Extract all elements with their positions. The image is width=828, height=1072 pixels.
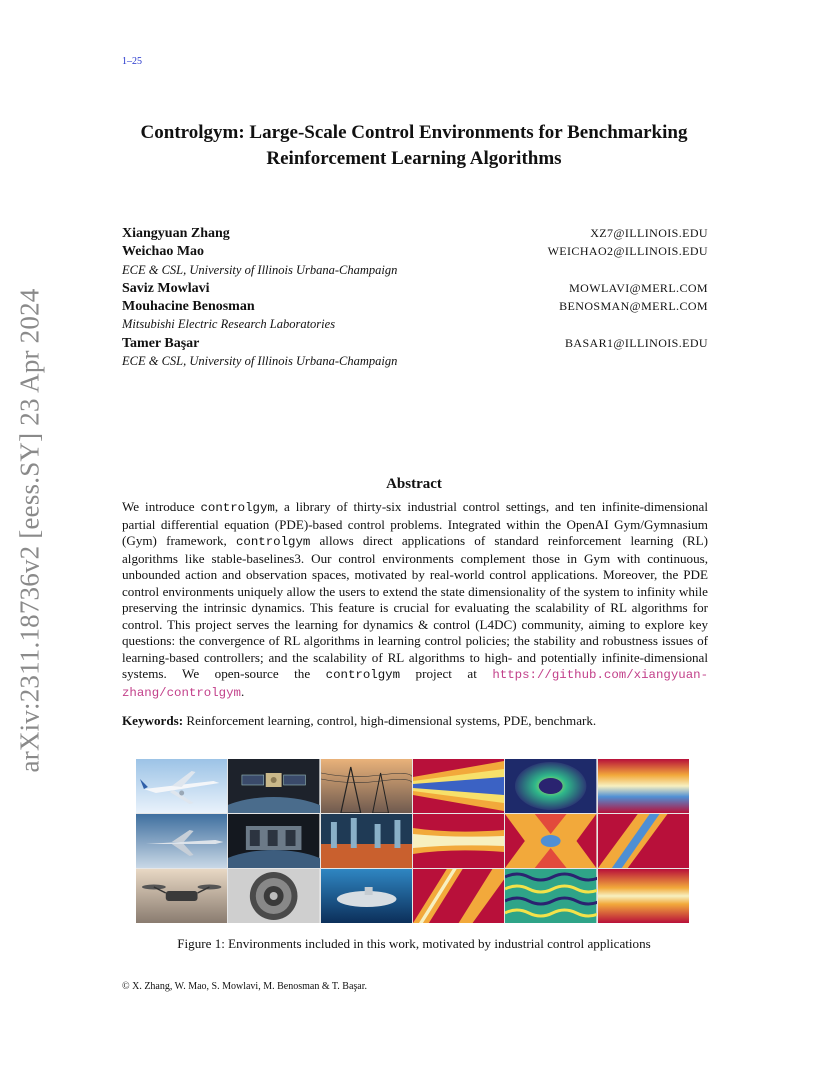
abstract-body [122, 499, 708, 701]
pde-field-9 [598, 869, 689, 923]
keywords-text: Reinforcement learning, control, high-dimensional systems, PDE, benchmark. [183, 713, 597, 728]
space-station-image [228, 814, 319, 868]
copyright-footer: © X. Zhang, W. Mao, S. Mowlavi, M. Benosman & T. Başar. [122, 981, 367, 992]
figure-1-grid [136, 759, 689, 923]
affiliation: ECE & CSL, University of Illinois Urbana-Champaign [122, 354, 398, 369]
paper-title [100, 120, 728, 172]
abstract-text: , a library of thirty-six industrial control settings, and ten infinite-dimensional partial differential equation (PDE)-based control problems. Integrated within the OpenAI Gym/Gymnasium (Gym) framework, [122, 499, 708, 548]
author-email[interactable]: MOWLAVI@MERL.COM [569, 280, 708, 295]
code-controlgym: controlgym [235, 535, 311, 549]
airplane-image [136, 759, 227, 813]
author-block [122, 226, 708, 372]
keywords-label: Keywords: [122, 713, 184, 728]
pde-field-1 [413, 759, 504, 813]
pde-field-3 [598, 759, 689, 813]
abstract-text: . [240, 683, 245, 699]
title-line-1: Controlgym: Large-Scale Control Environments for Benchmarking [140, 122, 688, 143]
page-range: 1–25 [122, 56, 142, 67]
author-email[interactable]: XZ7@ILLINOIS.EDU [590, 226, 708, 240]
code-controlgym: controlgym [200, 501, 275, 515]
factory-image [321, 814, 412, 868]
pde-field-4 [413, 814, 504, 868]
github-link[interactable]: https://github.com/xiangyuan-zhang/controlgym [122, 668, 709, 700]
abstract-text: allows direct applications of standard reinforcement learning (RL) algorithms like stable-baselines3. Our control environments complement those in Gym with continuous, unbounded action and observation spaces, motivated by real-world control applications. Moreover, the PDE control environments uniquely allow the users to extend the state dimensionality of the system to infinity while preserving the intrinsic dynamics. This feature is crucial for evaluating the scalability of RL algorithms for control. This project serves the learning for dynamics & control (L4DC) community, aiming to explore key questions: the convergence of RL algorithms in learning control policies; the stability and robustness issues of learning-based controllers; and the scalability of RL algorithms to high- and potentially infinite-dimensional systems. We open-source the [122, 533, 708, 681]
turbine-engine-image [228, 869, 319, 923]
author-row [122, 281, 708, 299]
drone-image [136, 869, 227, 923]
author-email[interactable]: BENOSMAN@MERL.COM [559, 299, 708, 314]
power-grid-image [321, 759, 412, 813]
author-row [122, 299, 708, 317]
author-row [122, 336, 708, 354]
abstract-heading: Abstract [386, 476, 442, 492]
affiliation: Mitsubishi Electric Research Laboratories [122, 317, 336, 332]
title-line-2: Reinforcement Learning Algorithms [266, 148, 562, 169]
pde-field-6 [598, 814, 689, 868]
submarine-image [321, 869, 412, 923]
pde-field-7 [413, 869, 504, 923]
abstract-text: We introduce [122, 499, 201, 514]
affiliation: ECE & CSL, University of Illinois Urbana-Champaign [122, 262, 398, 277]
keywords [122, 713, 708, 729]
fighter-jet-image [136, 814, 227, 868]
code-controlgym: controlgym [325, 668, 401, 682]
pde-field-8 [505, 869, 596, 923]
pde-field-2 [505, 759, 596, 813]
author-name: Xiangyuan Zhang [122, 226, 230, 241]
author-email[interactable]: BASAR1@ILLINOIS.EDU [565, 335, 708, 350]
affiliation-row [122, 263, 708, 281]
author-email[interactable]: WEICHAO2@ILLINOIS.EDU [547, 244, 708, 259]
affiliation-row [122, 354, 708, 372]
affiliation-row [122, 317, 708, 335]
author-row [122, 226, 708, 244]
arxiv-stamp [10, 280, 50, 780]
author-name: Weichao Mao [122, 244, 205, 260]
satellite-image [228, 759, 319, 813]
author-name: Saviz Mowlavi [122, 280, 210, 296]
author-row [122, 244, 708, 262]
author-name: Mouhacine Benosman [122, 299, 255, 315]
author-name: Tamer Başar [122, 335, 200, 351]
arxiv-stamp-text: arXiv:2311.18736v2 [eess.SY] 23 Apr 2024 [14, 288, 45, 772]
abstract-text: project at [400, 666, 493, 681]
figure-caption: Figure 1: Environments included in this work, motivated by industrial control applications [177, 936, 651, 951]
pde-field-5 [505, 814, 596, 868]
